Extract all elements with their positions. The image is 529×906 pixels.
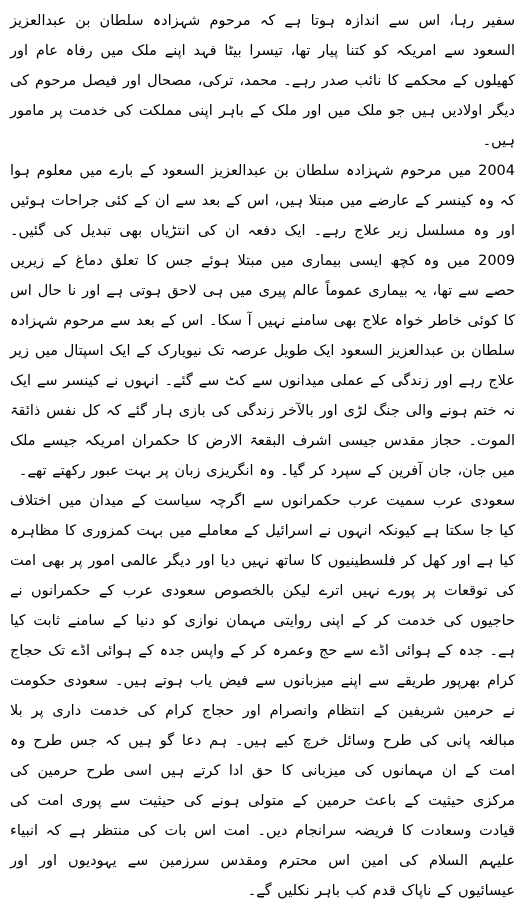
paragraph-ambassador: سفیر رہا، اس سے اندازہ ہوتا ہے کہ مرحوم شہزادہ سلطان بن عبدالعزیز السعود سے امریکہ کو کتنا پیار تھا، تیسرا بیٹا فہد اپنے ملک میں رفاہ عام اور کھیلوں کے محکمے کا نائب صدر رہے۔ محمد، ترکی، مصحال اور فیصل مرحوم کی دیگر اولادیں ہیں جو ملک میں اور ملک کے باہر اپنی مملکت کی خدمت پر مامور ہیں۔ xyxy=(10,13,515,149)
paragraph-illness: 2004 میں مرحوم شہزادہ سلطان بن عبدالعزیز السعود کے بارے میں معلوم ہوا کہ وہ کینسر کے عارضے میں مبتلا ہیں، اس کے بعد سے ان کے کئی جراحات ہوئیں اور وہ مسلسل زیر علاج رہے۔ ایک دفعہ ان کی انتڑیاں بھی تبدیل کی گئیں۔ 2009 میں وہ کچھ ایسی بیماری میں مبتلا ہوئے جس کا تعلق دماغ کے زیریں حصے سے تھا، یہ بیماری عموماً عالم پیری میں ہی لاحق ہوتی ہے اور نا حال اس کا کوئی خاطر خواہ علاج بھی سامنے نہیں آ سکا۔ اس کے بعد سے مرحوم شہزادہ سلطان بن عبدالعزیز السعود ایک طویل عرصہ تک نیویارک کے ایک اسپتال میں زیر علاج رہے اور زندگی کے عملی میدانوں سے کٹ سے گئے۔ انہوں نے کینسر سے ایک نہ ختم ہونے والی جنگ لڑی اور بالآخر زندگی کی بازی ہار گئے کہ کل نفس ذائقۃ الموت۔ حجاز مقدس جیسی اشرف البقعۃ الارض کا حکمران امریکہ جیسے ملک میں جان، جان آفرین کے سپرد کر گیا۔ وہ انگریزی زبان پر بہت عبور رکھتے تھے۔ xyxy=(10,163,515,479)
paragraph-saudi-rulers: سعودی عرب سمیت عرب حکمرانوں سے اگرچہ سیاست کے میدان میں اختلاف کیا جا سکتا ہے کیونکہ انہوں نے اسرائیل کے معاملے میں بہت کمزوری کا مظاہرہ کیا ہے اور کھل کر فلسطینیوں کا ساتھ نہیں دیا اور دیگر عالمی امور پر بھی امت کی توقعات پر پورے نہیں اترے لیکن بالخصوص سعودی عرب کے حکمرانوں نے حاجیوں کی خدمت کر کے اپنی روایتی مہمان نوازی کو دنیا کے سامنے ثابت کیا ہے۔ جدہ کے ہوائی اڈے سے حج وعمرہ کر کے واپس جدہ کے ہوائی اڈے تک حجاج کرام بھرپور طریقے سے اپنے میزبانوں سے فیض یاب ہوتے ہیں۔ سعودی حکومت نے حرمین شریفین کے انتظام وانصرام اور حجاج کرام کی خدمت داری پر بلا مبالغہ پانی کی طرح وسائل خرچ کیے ہیں۔ ہم دعا گو ہیں کہ جس طرح وہ امت کے ان مہمانوں کی میزبانی کا حق ادا کرتے ہیں اسی طرح حرمین کی مرکزی حیثیت کے باعث حرمین کے متولی ہونے کی حیثیت سے پوری امت کی قیادت وسعادت کا فریضہ سرانجام دیں۔ امت اس بات کی منتظر ہے کہ انبیاء علیہم السلام کی امین اس محترم ومقدس سرزمین سے یہودیوں اور اور عیسائیوں کے ناپاک قدم کب باہر نکلیں گے۔ xyxy=(10,493,515,899)
